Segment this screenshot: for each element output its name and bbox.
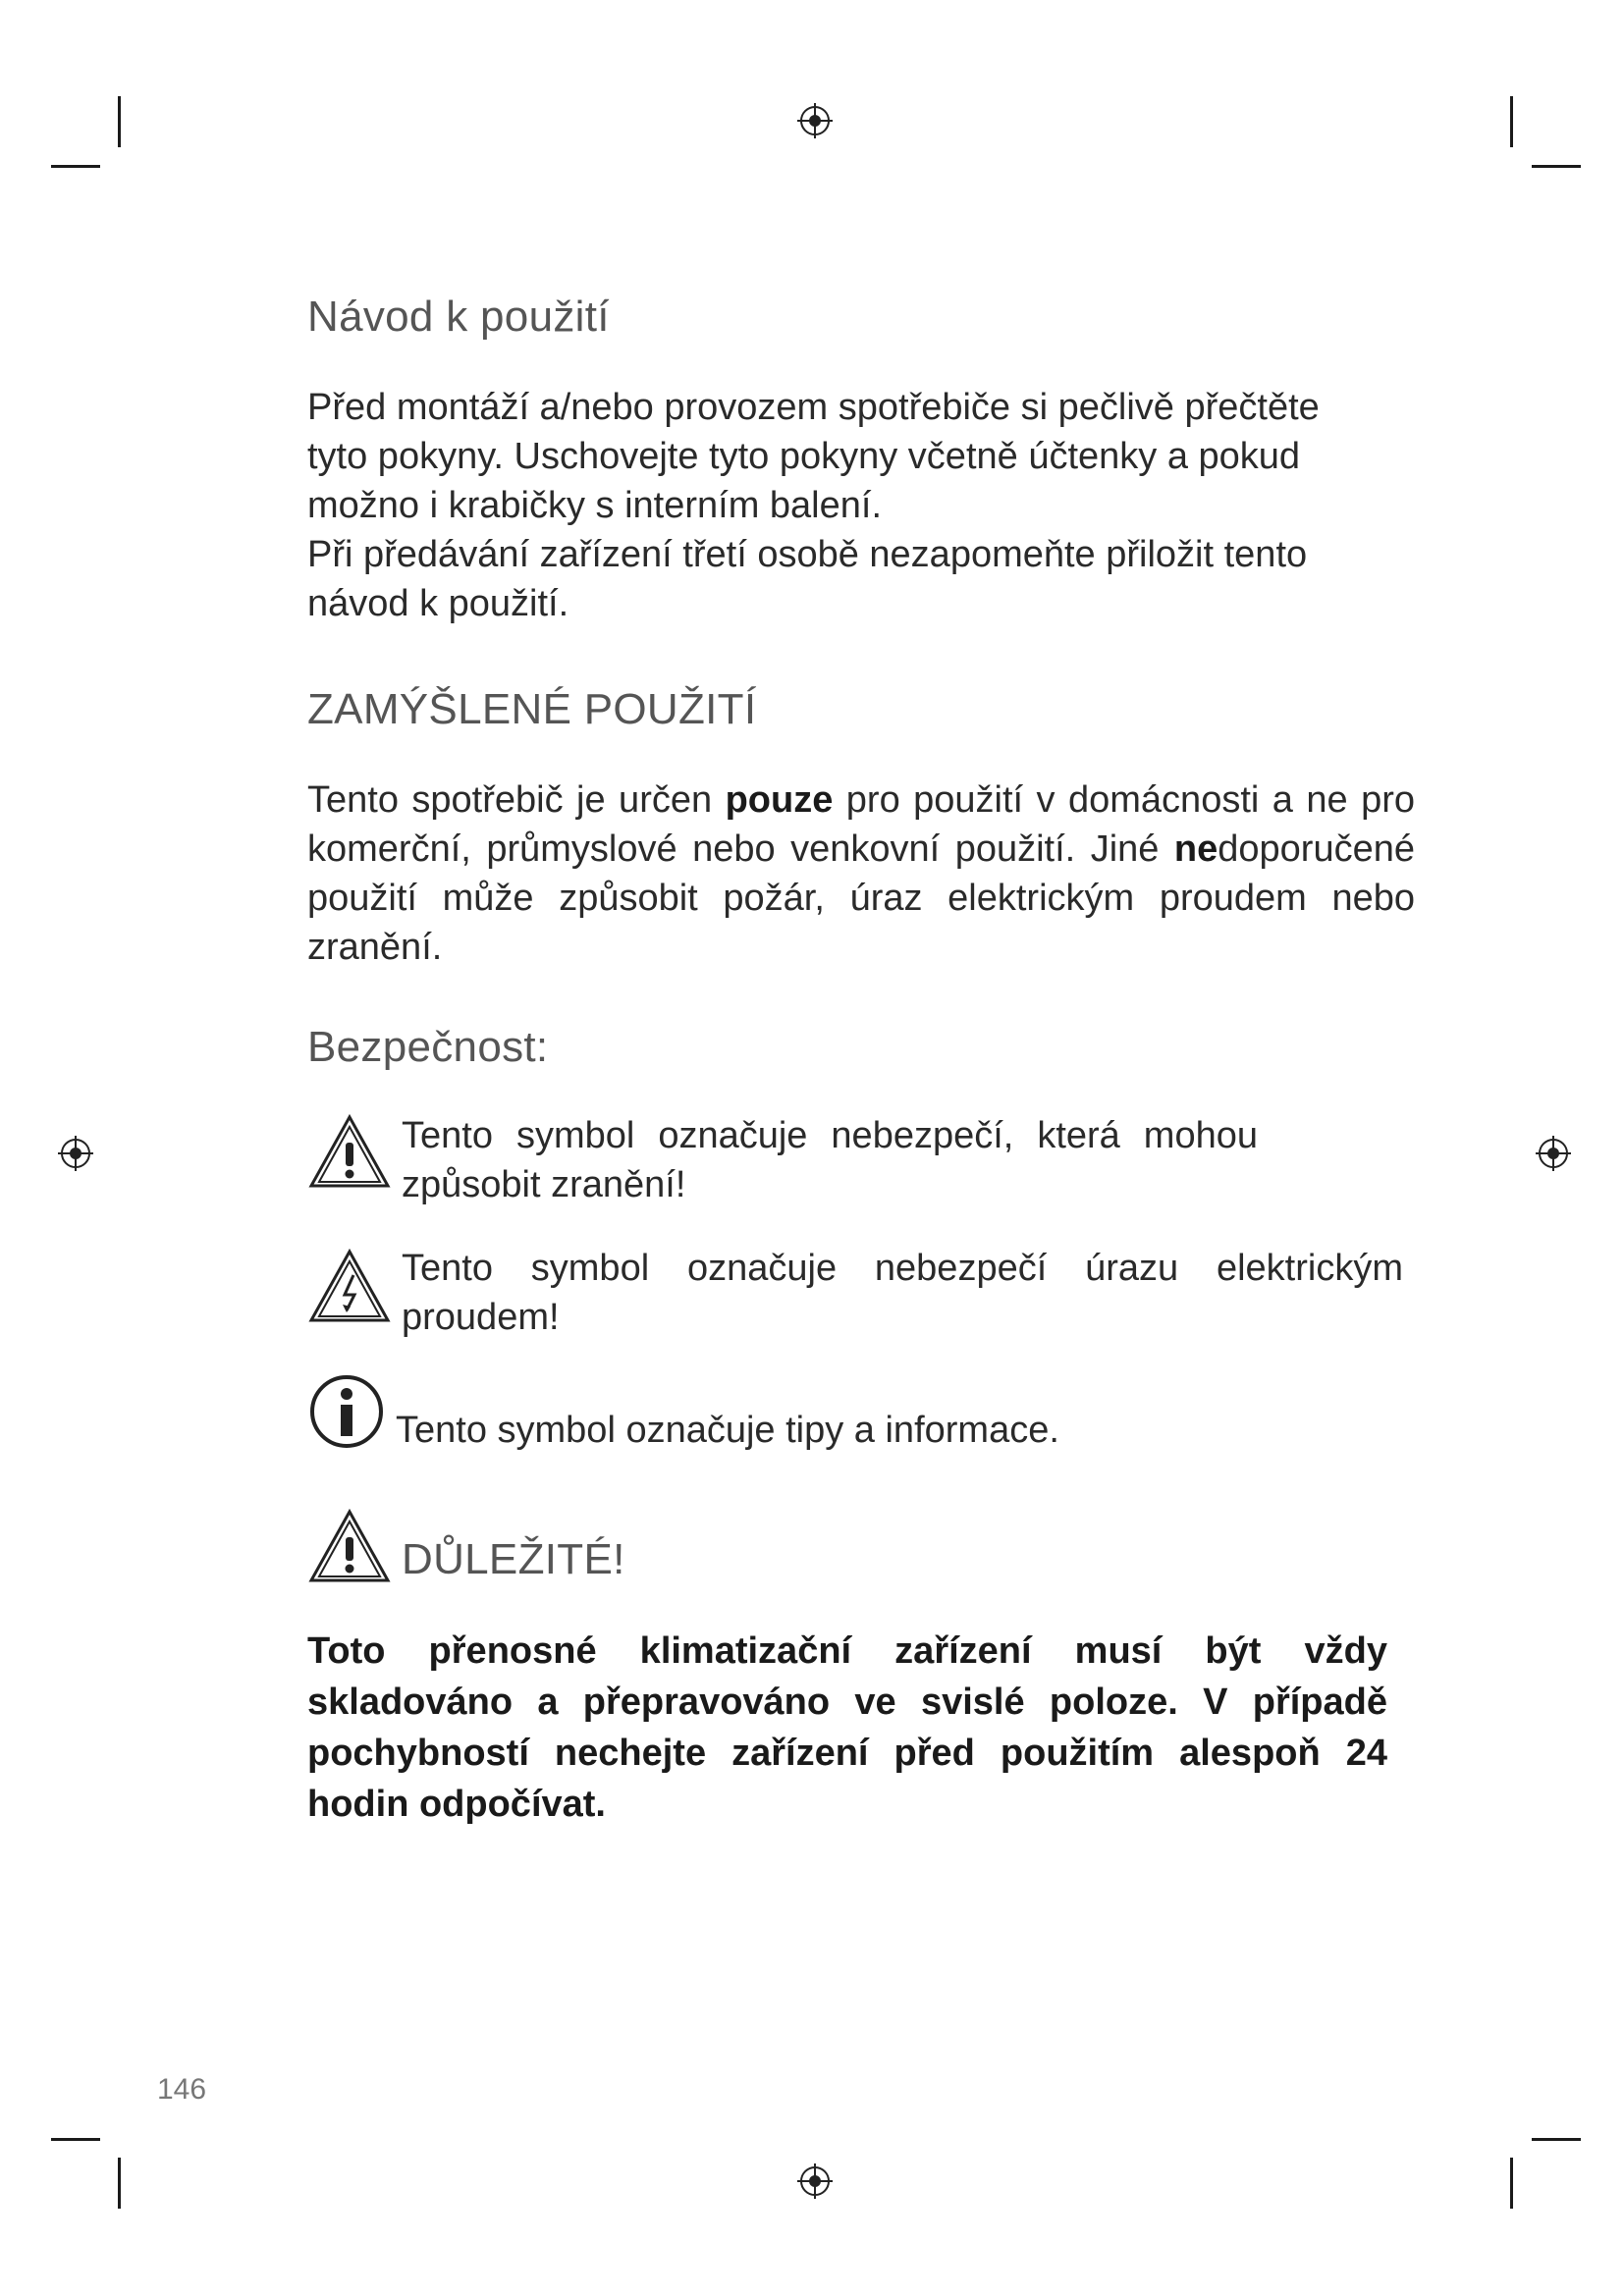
intended-use-bold-word: pouze bbox=[725, 779, 834, 821]
intended-use-text: pro použití v domácnosti a ne pro komerční, průmyslové nebo venkovní použití. Jiné bbox=[307, 779, 1415, 870]
safety-symbol-row bbox=[307, 1372, 1417, 1461]
safety-symbol-text: Tento symbol označuje tipy a informace. bbox=[396, 1410, 1059, 1451]
safety-heading: Bezpečnost: bbox=[307, 1023, 549, 1071]
intro-line: možno i krabičky s interním balení. bbox=[307, 485, 883, 526]
crop-mark bbox=[118, 2158, 121, 2209]
intro-line: tyto pokyny. Uschovejte tyto pokyny včetně účtenky a pokud bbox=[307, 436, 1301, 477]
crop-mark bbox=[51, 165, 100, 168]
page-number: 146 bbox=[157, 2073, 207, 2106]
intended-use-heading: ZAMÝŠLENÉ POUŽITÍ bbox=[307, 685, 757, 733]
crop-mark bbox=[118, 96, 121, 147]
registration-mark-icon bbox=[56, 1134, 95, 1173]
intended-use-paragraph bbox=[307, 775, 1415, 972]
intended-use-text: Tento spotřebič je určen bbox=[307, 779, 726, 821]
registration-mark-icon bbox=[1534, 1134, 1573, 1173]
safety-symbol-row bbox=[307, 1111, 1417, 1219]
info-icon bbox=[307, 1372, 386, 1456]
important-row bbox=[307, 1508, 1417, 1596]
intended-use-text: doporučené použití může způsobit požár, úraz elektrickým proudem nebo zranění. bbox=[307, 828, 1415, 968]
warning-triangle-icon bbox=[307, 1508, 392, 1589]
important-paragraph: Toto přenosné klimatizační zařízení musí být vždy skladováno a přepravováno ve svislé poloze. V případě pochybností nechejte zařízení před použitím alespoň 24 hodin odpočívat. bbox=[307, 1630, 1387, 1825]
warning-triangle-icon bbox=[307, 1113, 392, 1195]
safety-symbol-text: Tento symbol označuje nebezpečí úrazu elektrickým proudem! bbox=[402, 1248, 1403, 1338]
safety-symbol-text: Tento symbol označuje nebezpečí, která mohou způsobit zranění! bbox=[402, 1115, 1258, 1205]
crop-mark bbox=[1510, 2158, 1513, 2209]
crop-mark bbox=[1532, 165, 1581, 168]
important-label: DŮLEŽITÉ! bbox=[402, 1535, 625, 1583]
registration-mark-icon bbox=[795, 101, 835, 140]
crop-mark bbox=[51, 2138, 100, 2141]
intended-use-bold-prefix: ne bbox=[1173, 828, 1218, 870]
crop-mark bbox=[1532, 2138, 1581, 2141]
intro-line: Při předávání zařízení třetí osobě nezapomeňte přiložit tento bbox=[307, 534, 1308, 575]
page-title: Návod k použití bbox=[307, 293, 610, 341]
intro-line: Před montáží a/nebo provozem spotřebiče si pečlivě přečtěte bbox=[307, 387, 1320, 428]
intro-line: návod k použití. bbox=[307, 583, 569, 624]
safety-symbol-row bbox=[307, 1244, 1417, 1352]
intro-paragraph bbox=[307, 383, 1417, 628]
registration-mark-icon bbox=[795, 2162, 835, 2201]
electric-hazard-icon bbox=[307, 1248, 392, 1329]
crop-mark bbox=[1510, 96, 1513, 147]
